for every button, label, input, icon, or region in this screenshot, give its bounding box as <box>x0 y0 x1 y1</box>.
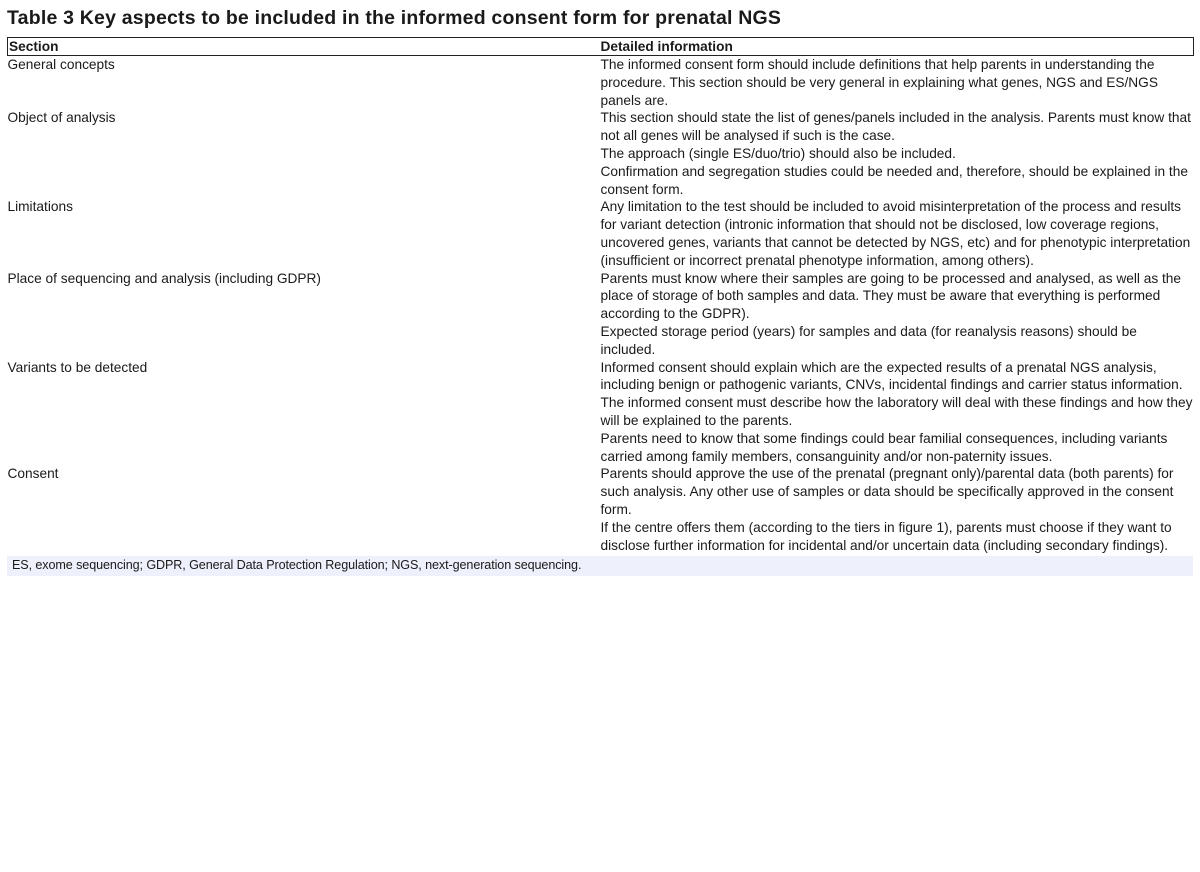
row-section-cell: General concepts <box>7 57 115 72</box>
row-details-cell <box>601 109 1194 198</box>
detail-paragraph: Parents must know where their samples are going to be processed and analysed, as well as the place of storage of both samples and data. They must be aware that everything is performed according to the GDPR). <box>600 270 1182 322</box>
row-details-cell <box>601 56 1194 110</box>
table-title: Table 3 Key aspects to be included in the informed consent form for prenatal NGS <box>7 7 782 29</box>
detail-paragraph: Parents should approve the use of the prenatal (pregnant only)/parental data (both parents) for such analysis. Any other use of samples or data should be specifically approved in the consent form. <box>600 466 1174 517</box>
table-row <box>8 359 1194 466</box>
table-row <box>8 109 1194 198</box>
detail-paragraph: Informed consent should explain which are the expected results of a prenatal NGS analysis, including benign or pathogenic variants, CNVs, incidental findings and carrier status information. The informed consent must describe how the laboratory will deal with these findings and how they will be explained to the parents. <box>600 359 1193 428</box>
detail-paragraph: Confirmation and segregation studies could be needed and, therefore, should be explained in the consent form. <box>600 163 1188 197</box>
consent-aspects-table <box>7 37 1194 554</box>
row-details-cell <box>601 198 1194 269</box>
table-row <box>8 465 1194 554</box>
detail-paragraph: The approach (single ES/duo/trio) should also be included. <box>600 145 956 161</box>
detail-paragraph: This section should state the list of genes/panels included in the analysis. Parents must know that not all genes will be analysed if such is the case. <box>600 110 1191 144</box>
table-row <box>8 56 1194 110</box>
document-page <box>7 6 1193 576</box>
row-section-cell: Object of analysis <box>7 110 116 126</box>
detail-paragraph: The informed consent form should include definitions that help parents in understanding the procedure. This section should be very general in explaining what genes, NGS and ES/NGS panels are. <box>600 57 1158 108</box>
table-row <box>8 198 1194 269</box>
detail-paragraph: If the centre offers them (according to the tiers in figure 1), parents must choose if they want to disclose further information for incidental and/or uncertain data (including secondary findings). <box>600 519 1172 553</box>
row-section-cell: Consent <box>7 466 59 482</box>
row-section-cell: Limitations <box>7 199 73 215</box>
detail-paragraph: Expected storage period (years) for samples and data (for reanalysis reasons) should be included. <box>600 323 1137 357</box>
detail-paragraph: Parents need to know that some findings could bear familial consequences, including variants carried among family members, consanguinity and/or non-paternity issues. <box>600 430 1168 464</box>
column-header-section: Section <box>8 38 601 56</box>
row-section-cell: Variants to be detected <box>7 359 148 375</box>
table-header-row <box>8 38 1194 56</box>
row-section-cell: Place of sequencing and analysis (including GDPR) <box>7 270 321 286</box>
row-details-cell <box>601 465 1194 554</box>
column-header-detailed-information: Detailed information <box>601 38 1194 56</box>
detail-paragraph: Any limitation to the test should be included to avoid misinterpretation of the process and results for variant detection (intronic information that should not be disclosed, low coverage regions, uncovered genes, variants that cannot be detected by NGS, etc) and for phenotypic interpretation (insufficient or incorrect prenatal phenotype information, among others). <box>600 199 1191 268</box>
row-details-cell <box>601 359 1194 466</box>
table-footnote: ES, exome sequencing; GDPR, General Data Protection Regulation; NGS, next-generation sequencing. <box>7 556 1193 576</box>
table-row <box>8 270 1194 359</box>
row-details-cell <box>601 270 1194 359</box>
